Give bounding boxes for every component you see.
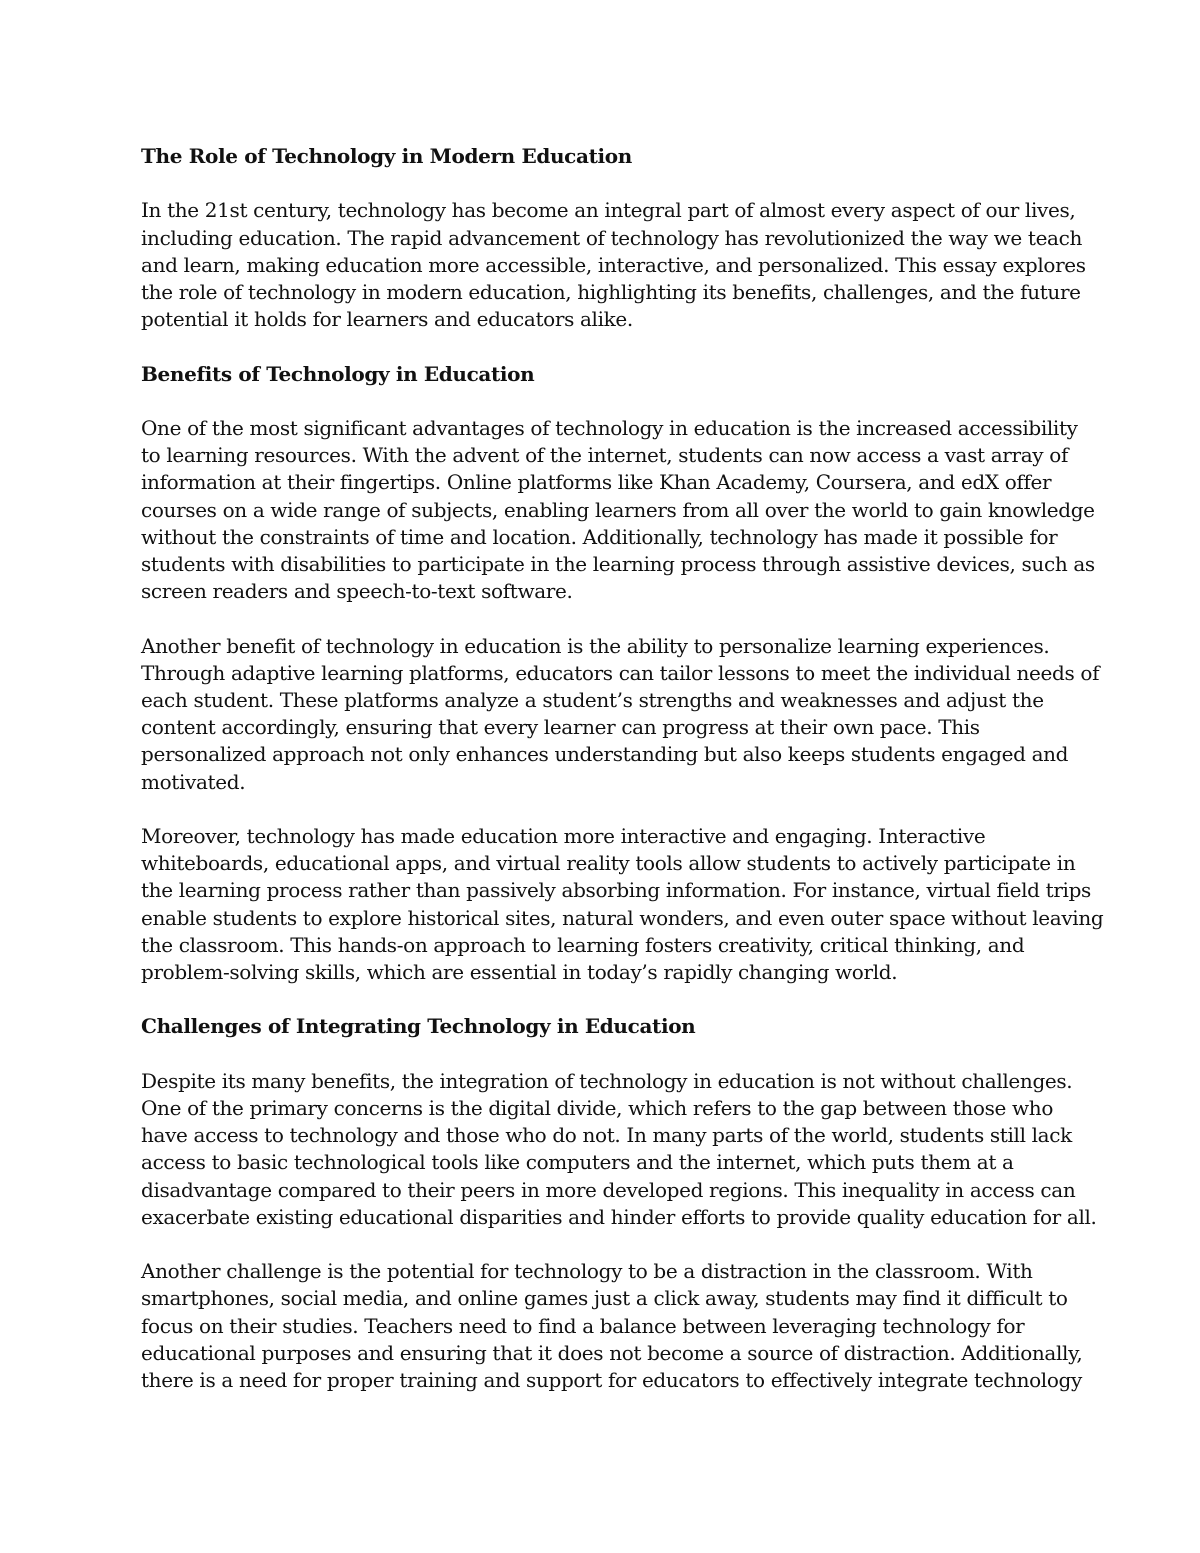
document-body bbox=[141, 143, 1104, 1421]
text-line: motivated. bbox=[141, 769, 246, 794]
text-line: enable students to explore historical sites, natural wonders, and even outer space without leaving bbox=[141, 905, 1104, 930]
text-line: One of the most significant advantages of technology in education is the increased accessibility bbox=[141, 415, 1078, 440]
text-line: Another benefit of technology in education is the ability to personalize learning experiences. bbox=[141, 633, 1050, 658]
benefits-paragraph-1 bbox=[141, 415, 1095, 605]
text-line: have access to technology and those who do not. In many parts of the world, students still lack bbox=[141, 1123, 1072, 1148]
section-heading-benefits: Benefits of Technology in Education bbox=[141, 361, 535, 386]
text-line: including education. The rapid advancement of technology has revolutionized the way we teach bbox=[141, 225, 1083, 250]
challenges-paragraph-1 bbox=[141, 1068, 1097, 1231]
text-line: the role of technology in modern education, highlighting its benefits, challenges, and the future bbox=[141, 280, 1081, 304]
intro-paragraph bbox=[141, 197, 1086, 333]
text-line: disadvantage compared to their peers in more developed regions. This inequality in access can bbox=[141, 1177, 1076, 1202]
text-line: One of the primary concerns is the digital divide, which refers to the gap between those who bbox=[141, 1096, 1054, 1120]
text-line: information at their fingertips. Online platforms like Khan Academy, Coursera, and edX offer bbox=[141, 470, 1052, 495]
document-title: The Role of Technology in Modern Education bbox=[141, 144, 632, 168]
text-line: smartphones, social media, and online games just a click away, students may find it difficult to bbox=[141, 1286, 1068, 1311]
text-line: Despite its many benefits, the integration of technology in education is not without challenges. bbox=[141, 1068, 1073, 1093]
text-line: In the 21st century, technology has become an integral part of almost every aspect of our lives, bbox=[141, 198, 1076, 223]
text-line: focus on their studies. Teachers need to find a balance between leveraging technology for bbox=[141, 1313, 1025, 1338]
text-line: the classroom. This hands-on approach to learning fosters creativity, critical thinking, and bbox=[141, 932, 1025, 957]
text-line: and learn, making education more accessible, interactive, and personalized. This essay explores bbox=[141, 252, 1086, 277]
text-line: without the constraints of time and location. Additionally, technology has made it possible for bbox=[141, 524, 1058, 549]
text-line: to learning resources. With the advent of the internet, students can now access a vast array of bbox=[141, 443, 1068, 468]
text-line: potential it holds for learners and educators alike. bbox=[141, 307, 633, 332]
text-line: Another challenge is the potential for technology to be a distraction in the classroom. With bbox=[141, 1259, 1033, 1284]
text-line: each student. These platforms analyze a student’s strengths and weaknesses and adjust the bbox=[141, 688, 1044, 712]
text-line: there is a need for proper training and support for educators to effectively integrate technology bbox=[141, 1368, 1082, 1393]
text-line: content accordingly, ensuring that every learner can progress at their own pace. This bbox=[141, 715, 980, 740]
text-line: Moreover, technology has made education more interactive and engaging. Interactive bbox=[141, 824, 986, 848]
text-line: access to basic technological tools like computers and the internet, which puts them at a bbox=[141, 1150, 1014, 1175]
text-line: educational purposes and ensuring that it does not become a source of distraction. Additionally, bbox=[141, 1340, 1083, 1365]
text-line: the learning process rather than passively absorbing information. For instance, virtual field trips bbox=[141, 878, 1091, 903]
text-line: courses on a wide range of subjects, enabling learners from all over the world to gain knowledge bbox=[141, 497, 1095, 522]
text-line: personalized approach not only enhances understanding but also keeps students engaged and bbox=[141, 742, 1069, 767]
benefits-paragraph-3 bbox=[141, 823, 1104, 986]
benefits-paragraph-2 bbox=[141, 633, 1100, 796]
section-heading-challenges: Challenges of Integrating Technology in Education bbox=[141, 1014, 696, 1039]
text-line: whiteboards, educational apps, and virtual reality tools allow students to actively participate in bbox=[141, 851, 1076, 876]
text-line: exacerbate existing educational disparities and hinder efforts to provide quality education for all. bbox=[141, 1204, 1097, 1229]
text-line: students with disabilities to participate in the learning process through assistive devices, such as bbox=[141, 552, 1095, 576]
text-line: Through adaptive learning platforms, educators can tailor lessons to meet the individual needs of bbox=[141, 660, 1100, 685]
challenges-paragraph-2 bbox=[141, 1258, 1083, 1394]
text-line: screen readers and speech-to-text software. bbox=[141, 579, 573, 604]
text-line: problem-solving skills, which are essential in today’s rapidly changing world. bbox=[141, 960, 898, 985]
